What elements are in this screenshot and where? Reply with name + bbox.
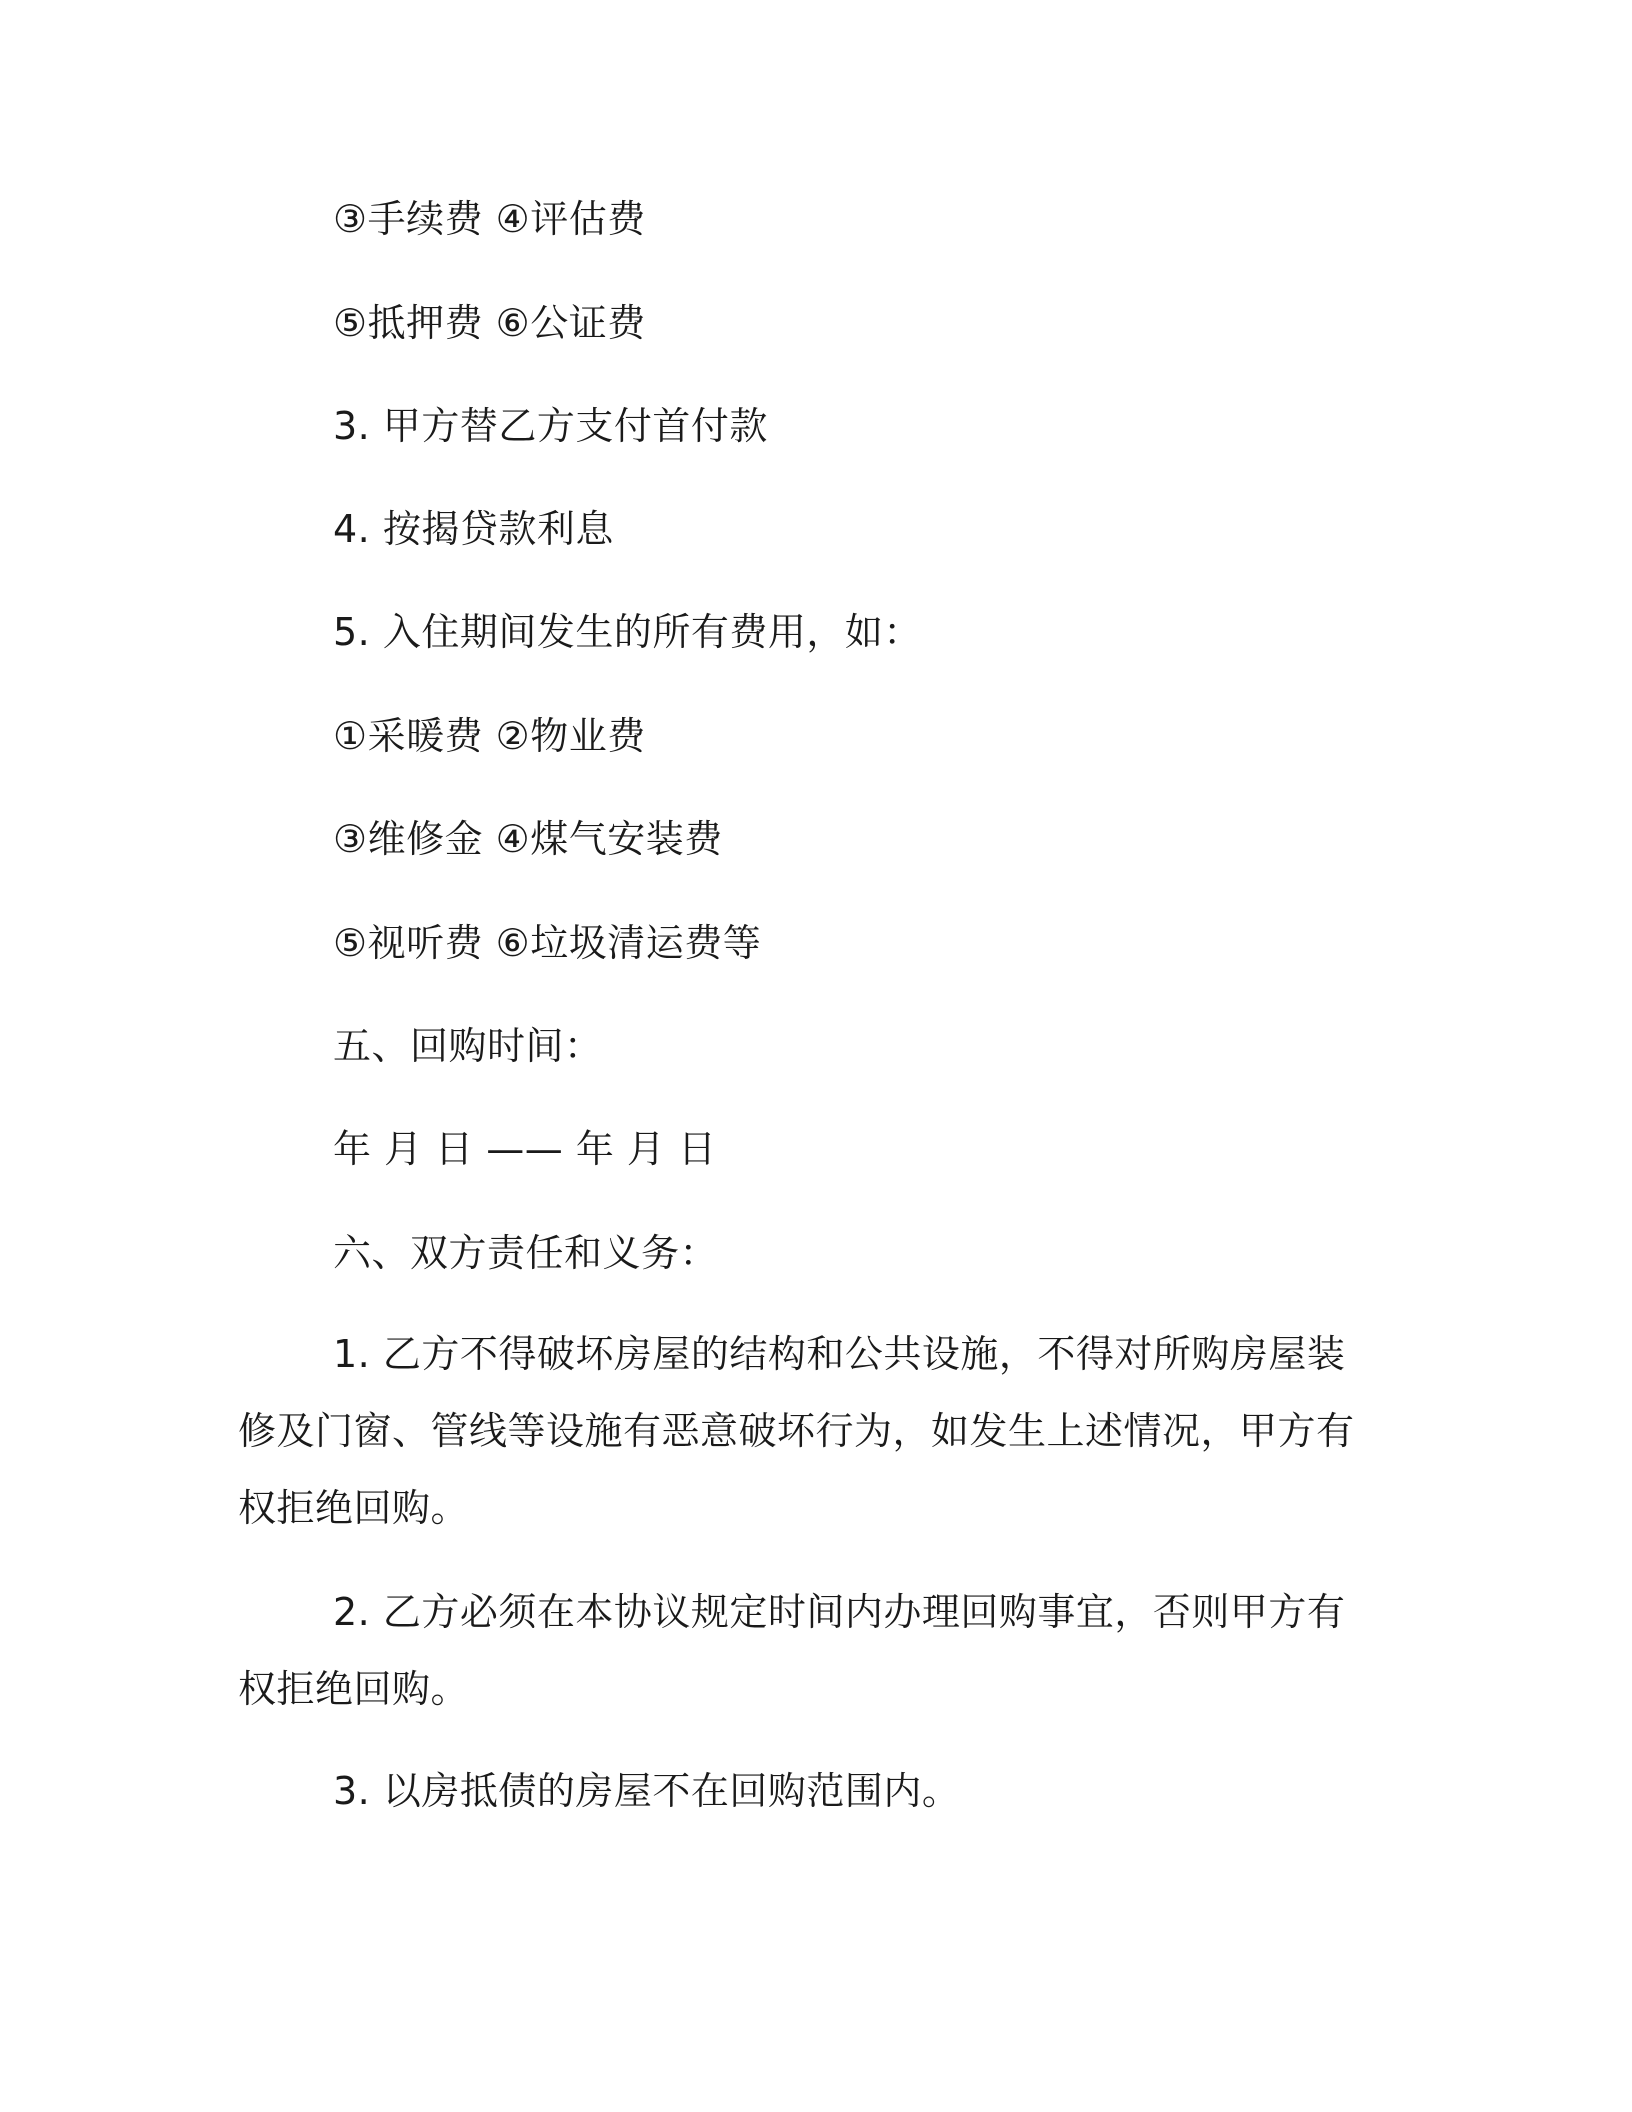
fee-item-line: ③维修金 ④煤气安装费 bbox=[333, 817, 723, 861]
fee-item-line: ③手续费 ④评估费 bbox=[333, 197, 646, 241]
fee-item-line: ①采暖费 ②物业费 bbox=[333, 714, 646, 758]
clause-item: 5. 入住期间发生的所有费用，如： bbox=[333, 610, 922, 654]
fee-item-line: ⑤视听费 ⑥垃圾清运费等 bbox=[333, 921, 762, 965]
responsibility-paragraph: 3. 以房抵债的房屋不在回购范围内。 bbox=[333, 1769, 961, 1813]
date-range-line: 年 月 日 —— 年 月 日 bbox=[333, 1127, 717, 1171]
clause-item: 4. 按揭贷款利息 bbox=[333, 507, 614, 551]
responsibility-paragraph: 1. 乙方不得破坏房屋的结构和公共设施，不得对所购房屋装修及门窗、管线等设施有恶意破坏行为，如发生上述情况，甲方有权拒绝回购。 bbox=[238, 1332, 1355, 1530]
responsibility-paragraph: 2. 乙方必须在本协议规定时间内办理回购事宜，否则甲方有权拒绝回购。 bbox=[238, 1590, 1346, 1711]
clause-item: 3. 甲方替乙方支付首付款 bbox=[333, 404, 768, 448]
section-heading: 五、回购时间： bbox=[333, 1024, 603, 1068]
section-heading: 六、双方责任和义务： bbox=[333, 1231, 719, 1275]
fee-item-line: ⑤抵押费 ⑥公证费 bbox=[333, 301, 646, 345]
